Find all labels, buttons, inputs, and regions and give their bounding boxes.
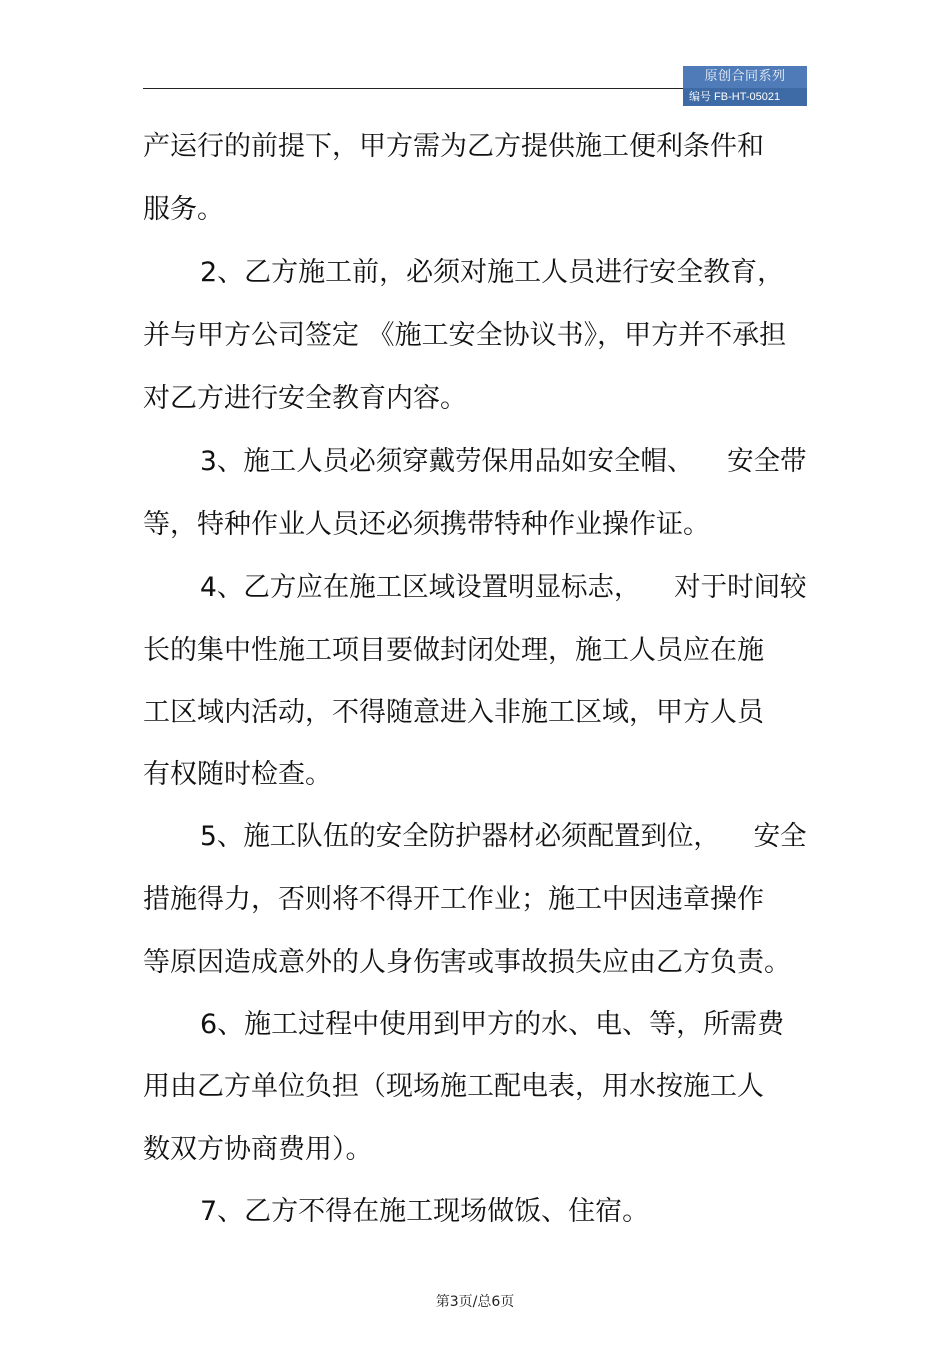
text-line: 等，特种作业人员还必须携带特种作业操作证。 [143,509,710,540]
text-line: 2、乙方施工前，必须对施工人员进行安全教育， [200,257,785,288]
text-line: 5、施工队伍的安全防护器材必须配置到位， 安全 [200,821,807,852]
text-line: 数双方协商费用）。 [143,1134,373,1165]
text-line: 7、乙方不得在施工现场做饭、住宿。 [200,1196,650,1227]
page-number: 第3页/总6页 [435,1294,515,1310]
document-code: 编号 FB-HT-05021 [683,88,807,106]
series-badge [683,66,807,106]
text-line: 3、施工人员必须穿戴劳保用品如安全帽、 安全带 [200,446,807,477]
text-line: 有权随时检查。 [143,759,332,790]
text-line: 长的集中性施工项目要做封闭处理，施工人员应在施 [143,635,764,666]
text-line: 对乙方进行安全教育内容。 [143,383,467,414]
header-rule [143,88,683,89]
text-line: 用由乙方单位负担（现场施工配电表，用水按施工人 [143,1071,764,1102]
text-line: 服务。 [143,194,224,225]
text-line: 并与甲方公司签定 《施工安全协议书》，甲方并不承担 [143,320,787,351]
text-line: 工区域内活动，不得随意进入非施工区域，甲方人员 [143,697,764,728]
series-label: 原创合同系列 [683,66,807,88]
text-line: 6、施工过程中使用到甲方的水、电、等，所需费 [200,1009,785,1040]
text-line: 4、乙方应在施工区域设置明显标志， 对于时间较 [200,572,807,603]
text-line: 等原因造成意外的人身伤害或事故损失应由乙方负责。 [143,947,791,978]
text-line: 措施得力，否则将不得开工作业；施工中因违章操作 [143,884,764,915]
text-line: 产运行的前提下，甲方需为乙方提供施工便利条件和 [143,131,764,162]
